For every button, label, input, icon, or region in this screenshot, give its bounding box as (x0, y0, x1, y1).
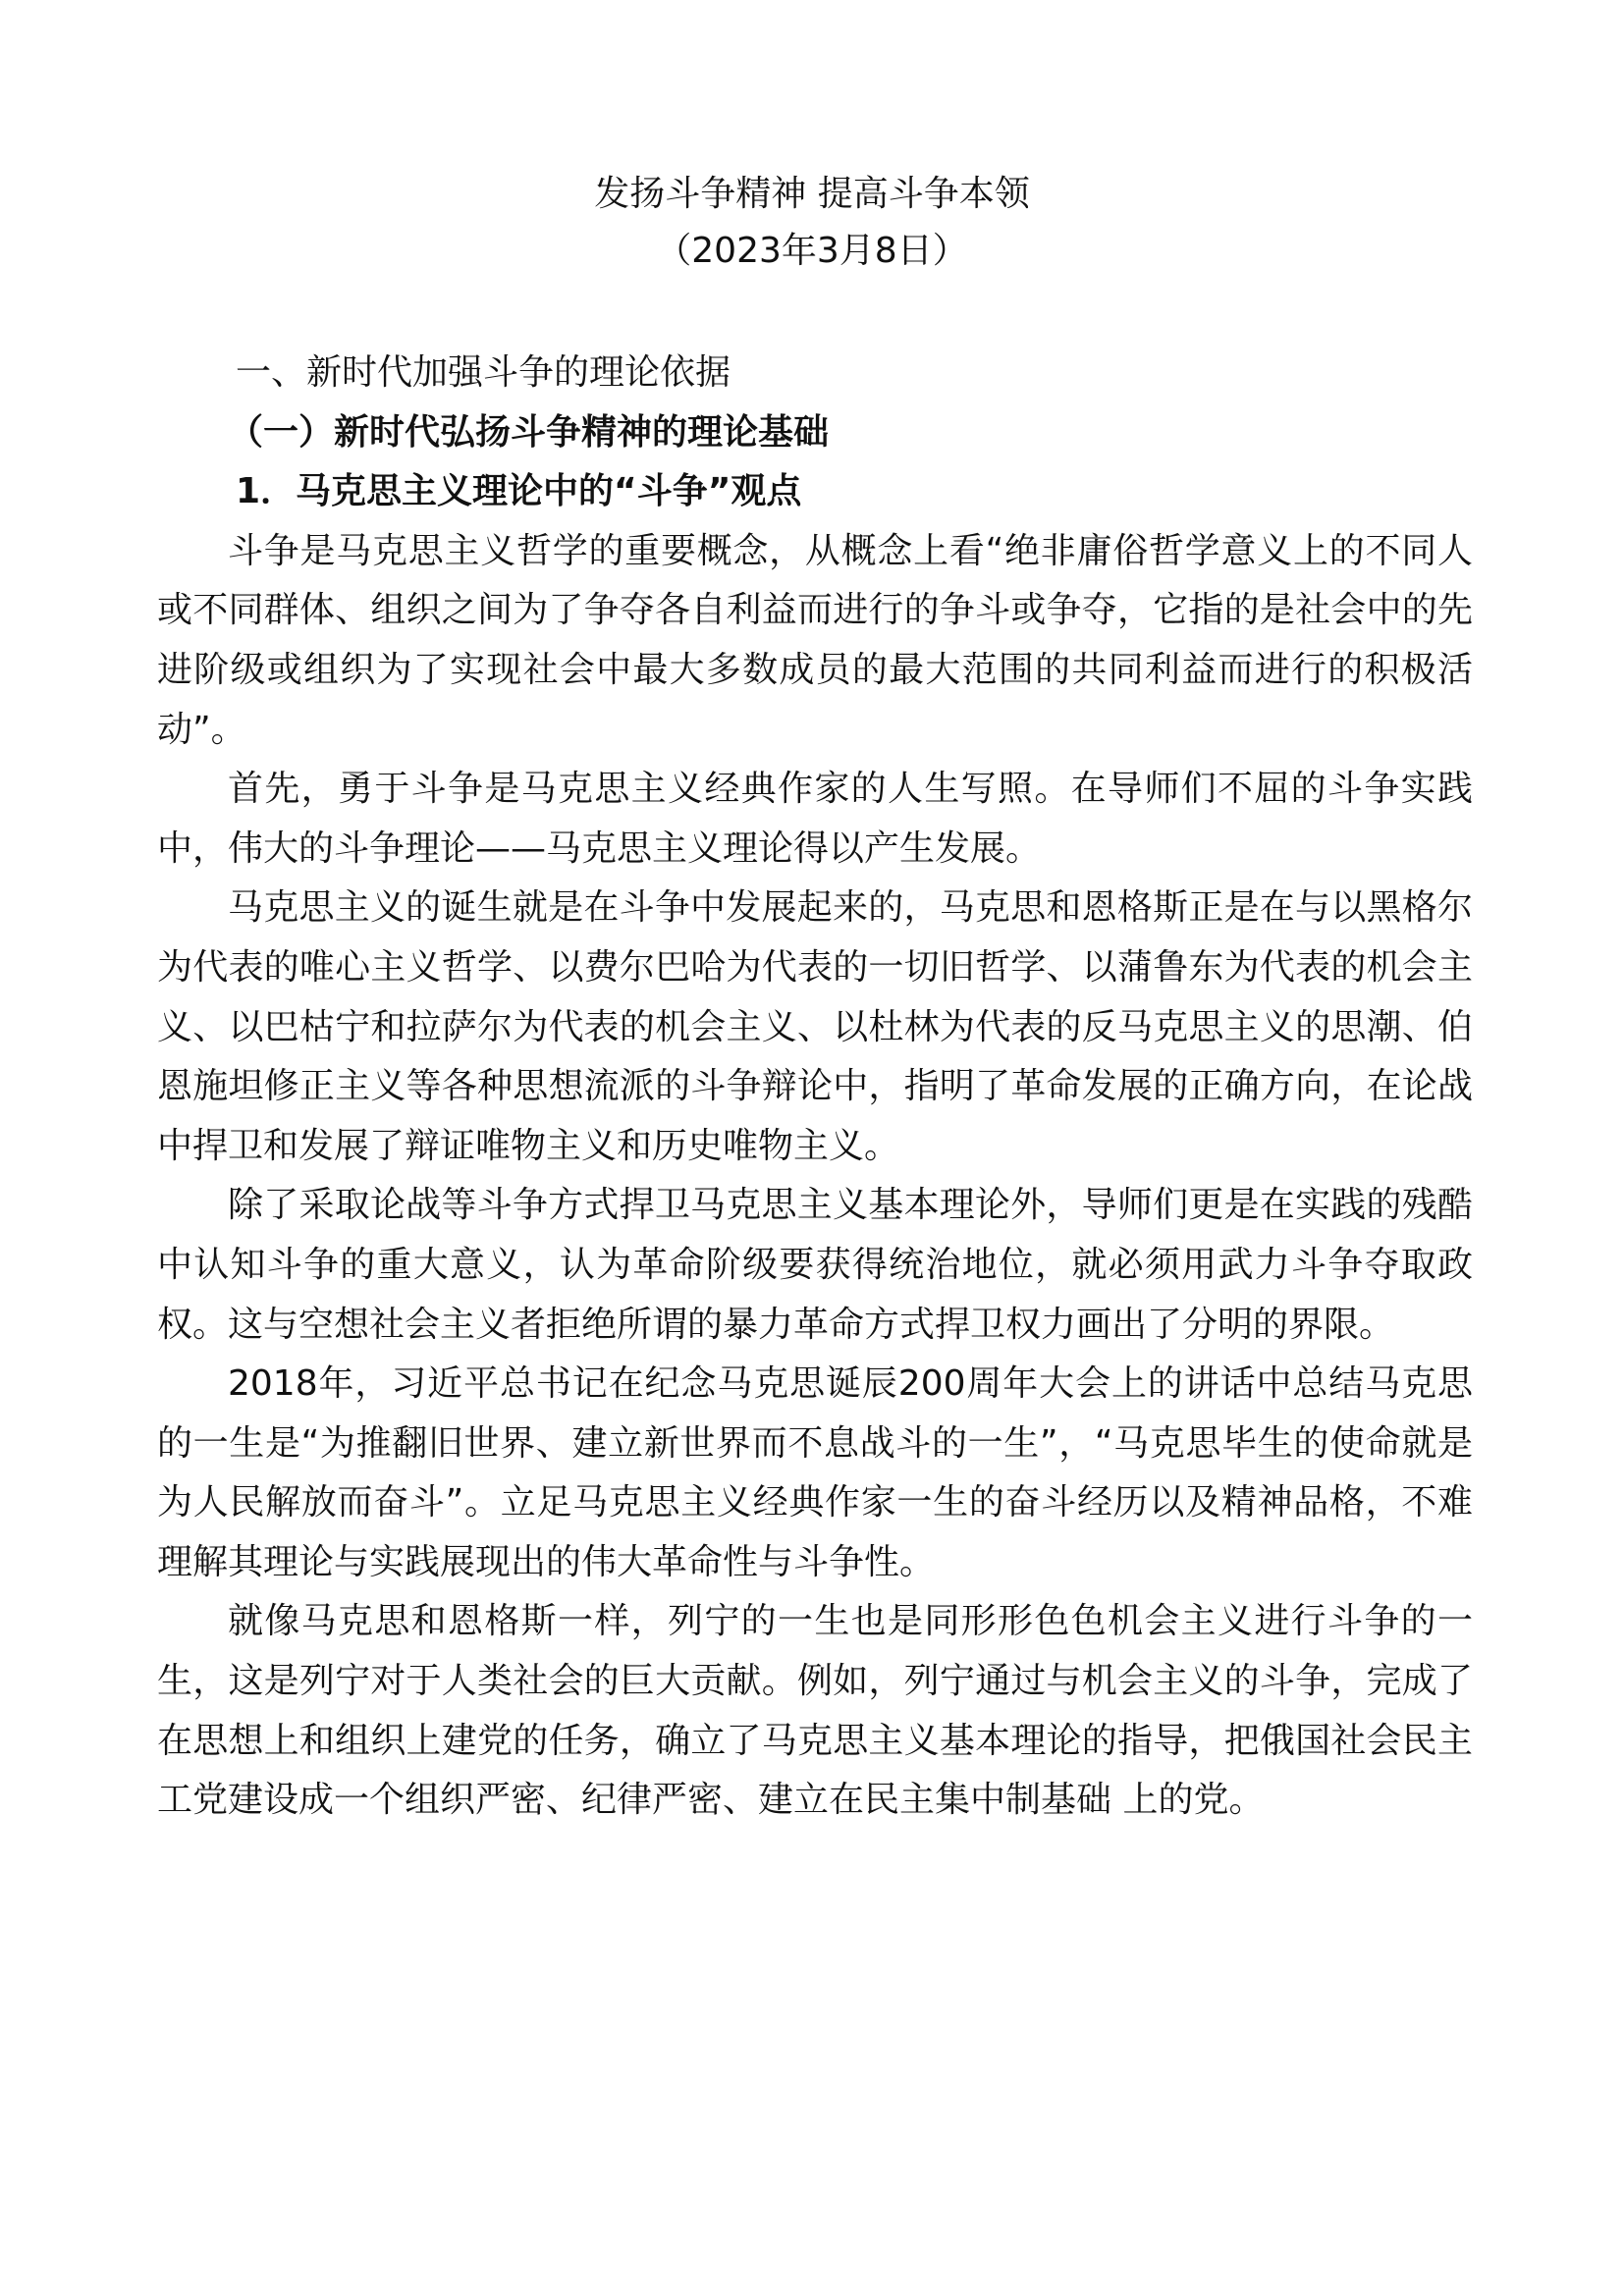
section-heading-level-1: 一、新时代加强斗争的理论依据 (236, 352, 731, 393)
body-paragraph-5: 2018年，习近平总书记在纪念马克思诞辰200周年大会上的讲话中总结马克思的一生是“为推翻旧世界、建立新世界而不息战斗的一生”，“马克思毕生的使命就是为人民解放而奋斗”。立足马克思主义经典作家一生的奋斗经历以及精神品格，不难理解其理论与实践展现出的伟大革命性与斗争性。 (157, 1363, 1473, 1582)
body-paragraph-1: 斗争是马克思主义哲学的重要概念，从概念上看“绝非庸俗哲学意义上的不同人或不同群体、组织之间为了争夺各自利益而进行的争斗或争夺，它指的是社会中的先进阶级或组织为了实现社会中最大多数成员的最大范围的共同利益而进行的积极活动”。 (157, 530, 1473, 750)
section-heading-level-2: （一）新时代弘扬斗争精神的理论基础 (228, 411, 830, 453)
body-paragraph-2: 首先，勇于斗争是马克思主义经典作家的人生写照。在导师们不屈的斗争实践中，伟大的斗争理论——马克思主义理论得以产生发展。 (157, 769, 1473, 869)
body-paragraph-6: 就像马克思和恩格斯一样，列宁的一生也是同形形色色机会主义进行斗争的一生，这是列宁对于人类社会的巨大贡献。例如，列宁通过与机会主义的斗争，完成了在思想上和组织上建党的任务，确立了马克思主义基本理论的指导，把俄国社会民主工党建设成一个组织严密、纪律严密、建立在民主集中制基础 上的党。 (157, 1601, 1473, 1821)
document-date: （2023年3月8日） (656, 231, 968, 271)
body-paragraph-3: 马克思主义的诞生就是在斗争中发展起来的，马克思和恩格斯正是在与以黑格尔为代表的唯心主义哲学、以费尔巴哈为代表的一切旧哲学、以蒲鲁东为代表的机会主义、以巴枯宁和拉萨尔为代表的机会主义、以杜林为代表的反马克思主义的思潮、伯恩施坦修正主义等各种思想流派的斗争辩论中，指明了革命发展的正确方向，在论战中捍卫和发展了辩证唯物主义和历史唯物主义。 (157, 887, 1473, 1166)
document-body (157, 344, 1473, 1831)
body-paragraph-4: 除了采取论战等斗争方式捍卫马克思主义基本理论外，导师们更是在实践的残酷中认知斗争的重大意义，认为革命阶级要获得统治地位，就必须用武力斗争夺取政权。这与空想社会主义者拒绝所谓的暴力革命方式捍卫权力画出了分明的界限。 (157, 1185, 1473, 1345)
document-title: 发扬斗争精神 提高斗争本领 (594, 174, 1030, 214)
section-heading-level-3: 1．马克思主义理论中的“斗争”观点 (236, 471, 802, 512)
